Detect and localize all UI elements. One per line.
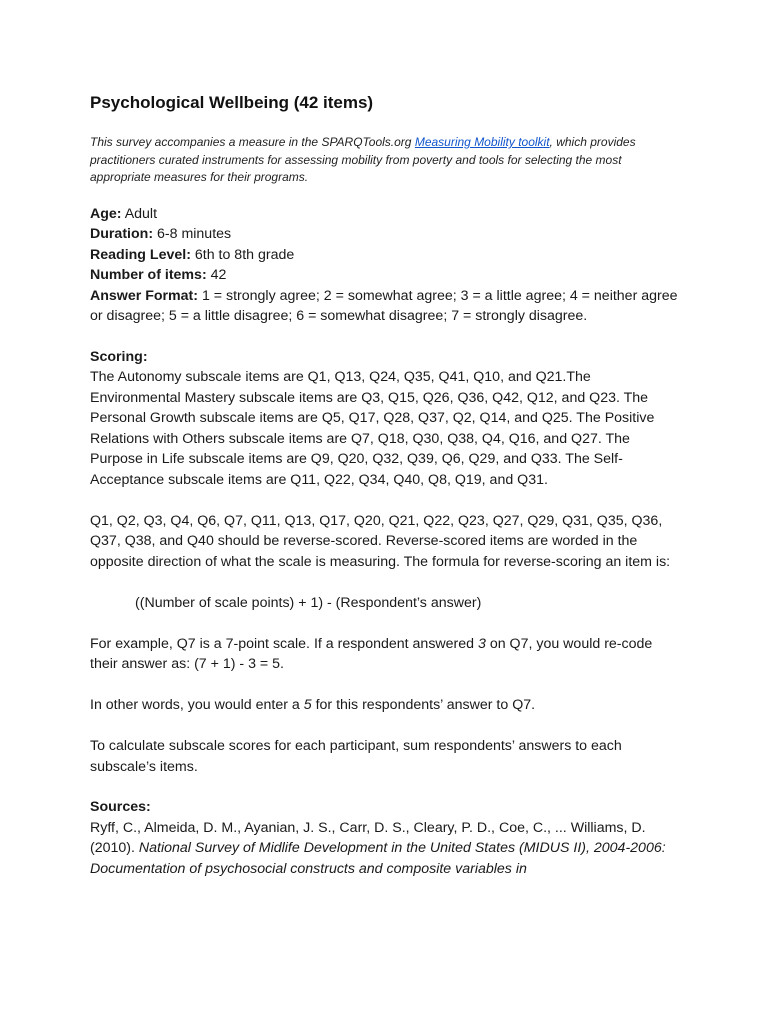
scoring-heading: Scoring: [90,348,148,365]
answer-format-label: Answer Format: [90,287,198,304]
calculate-paragraph: To calculate subscale scores for each participant, sum respondents’ answers to each subscale’s items. [90,738,622,775]
age-label: Age: [90,205,122,222]
duration-value: 6-8 minutes [153,226,232,242]
age-value: Adult [121,205,158,222]
other-words-text-end: for this respondents’ answer to Q7. [311,697,536,713]
answer-format-line [90,286,682,327]
reading-level-label: Reading Level: [90,246,191,263]
sources-citation [90,818,682,880]
example-text-start: For example, Q7 is a 7-point scale. If a respondent answered [90,635,478,652]
document-title: Psychological Wellbeing (42 items) [90,93,374,112]
measuring-mobility-toolkit-link[interactable]: Measuring Mobility toolkit [414,135,550,149]
scoring-paragraph: The Autonomy subscale items are Q1, Q13, Q24, Q35, Q41, Q10, and Q21.The Environmental Mastery subscale items are Q3, Q15, Q26, Q36, Q42, Q12, and Q23. The Personal Growth subscale items are Q5, Q17, Q28, Q37, Q2, Q14, and Q25. The Positive Relations with Others subscale items are Q7, Q18, Q30, Q38, Q4, Q16, and Q27. The Purpose in Life subscale items are Q9, Q20, Q32, Q39, Q6, Q29, and Q33. The Self-Acceptance subscale items are Q11, Q22, Q34, Q40, Q8, Q19, and Q31. [90,369,655,488]
intro-text-end: , which provides practitioners curated instruments for assessing mobility from poverty and tools for selecting the most appropriate measures for their programs. [90,135,636,184]
duration-line [90,224,682,245]
paragraph-gap [90,572,682,593]
paragraph-gap [90,613,682,634]
reading-level-line [90,245,682,266]
reverse-scoring-paragraph: Q1, Q2, Q3, Q4, Q6, Q7, Q11, Q13, Q17, Q20, Q21, Q22, Q23, Q27, Q29, Q31, Q35, Q36, Q37, Q38, and Q40 should be reverse-scored. Reverse-scored items are worded in the opposite direction of what the scale is measuring. The formula for reverse-scoring an item is: [90,512,671,570]
example-italic-value: 3 [478,635,486,652]
example-text-end: on Q7, you would re-code their answer as: (7 + 1) - 3 = 5. [90,635,653,672]
age-line [90,204,682,225]
sources-heading: Sources: [90,799,151,815]
citation-title: National Survey of Midlife Development in the United States (MIDUS II), 2004-2006: Documentation of psychosocial constructs and composite variables in [90,840,666,877]
intro-paragraph [90,134,682,187]
other-words-text-start: In other words, you would enter a [90,697,304,713]
document-body [90,204,682,880]
number-of-items-line [90,265,682,286]
reverse-scoring-formula: ((Number of scale points) + 1) - (Respondent’s answer) [135,594,482,611]
paragraph-gap [90,716,682,737]
citation-authors: Ryff, C., Almeida, D. M., Ayanian, J. S., Carr, D. S., Cleary, P. D., Coe, C., ... Williams, D. (2010). [90,819,646,856]
example-paragraph [90,634,682,675]
reading-level-value: 6th to 8th grade [190,246,295,263]
intro-text-start: This survey accompanies a measure in the SPARQTools.org [90,135,415,149]
paragraph-gap [90,490,682,511]
duration-label: Duration: [90,226,154,242]
number-of-items-value: 42 [206,267,227,283]
document-page [90,92,682,879]
number-of-items-label: Number of items: [90,267,207,283]
other-words-paragraph [90,695,682,716]
answer-format-value: 1 = strongly agree; 2 = somewhat agree; 3 = a little agree; 4 = neither agree or disagree; 5 = a little disagree; 6 = somewhat disagree; 7 = strongly disagree. [90,287,678,324]
paragraph-gap [90,675,682,696]
other-words-italic-value: 5 [303,697,312,713]
